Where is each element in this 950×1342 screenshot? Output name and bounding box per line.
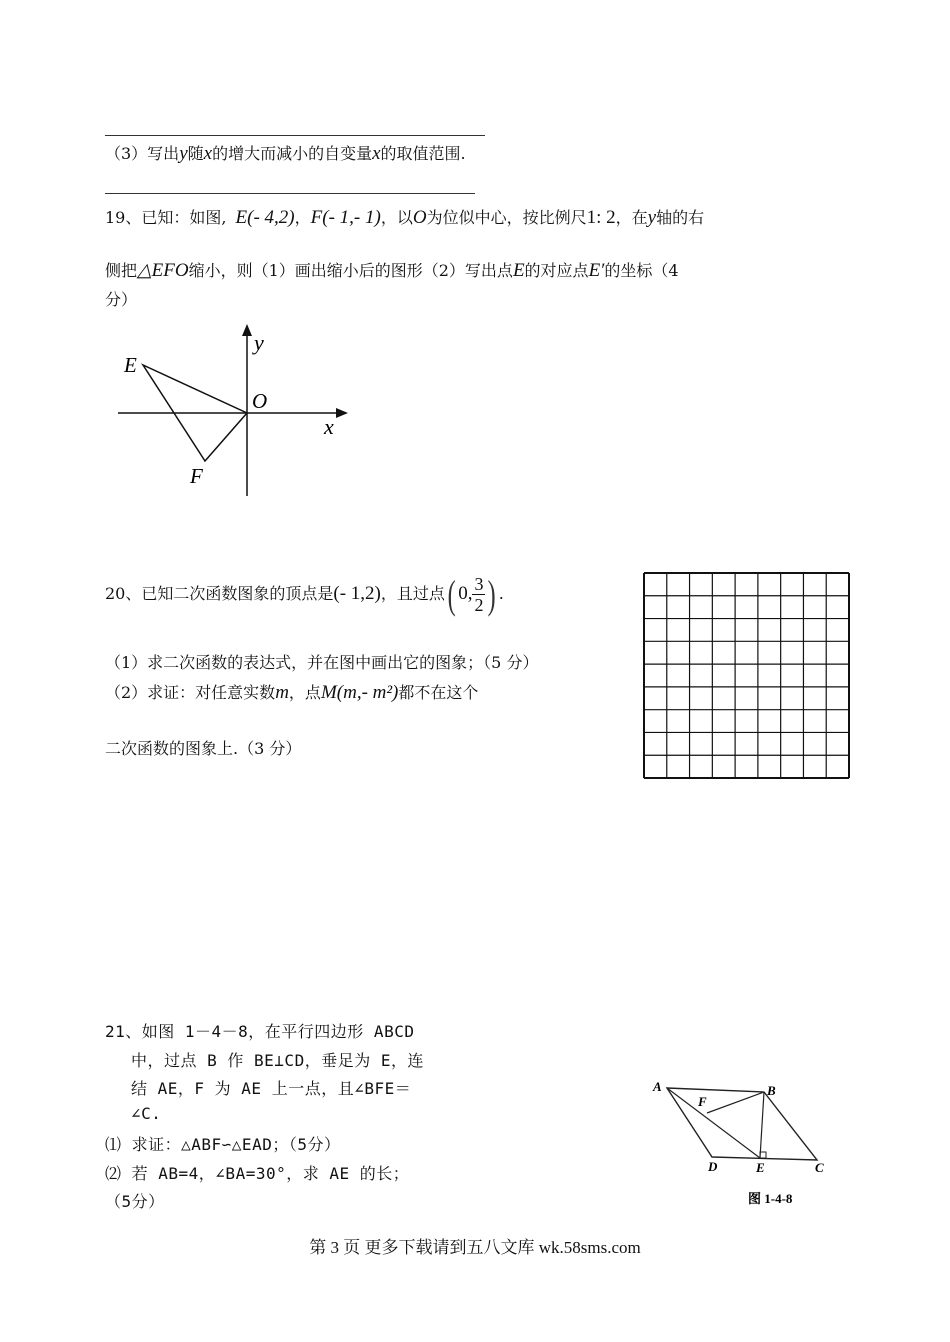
q20-frac-num: 3 bbox=[474, 574, 484, 594]
q19-line2-a: 侧把 bbox=[105, 261, 138, 280]
q18-text-a: （3）写出 bbox=[105, 144, 180, 163]
y-axis-arrow-icon bbox=[242, 324, 252, 336]
q19-triangle: △EFO bbox=[137, 260, 189, 281]
label-o: O bbox=[252, 389, 268, 413]
label-f: F bbox=[190, 464, 203, 488]
q20-text-a: ，且过点 bbox=[380, 584, 445, 603]
q20-point-x: 0, bbox=[458, 583, 473, 604]
q20-prefix: 20、已知二次函数图象的顶点是 bbox=[105, 584, 334, 603]
q18-text-b: 随 bbox=[187, 144, 204, 163]
q19-sep: ， bbox=[294, 208, 311, 227]
label-y: y bbox=[254, 330, 264, 355]
q20-grid bbox=[642, 571, 852, 781]
page-footer: 第 3 页 更多下载请到五八文库 wk.58sms.com bbox=[309, 1238, 641, 1257]
segment-bf bbox=[707, 1092, 764, 1113]
q20-part1: （1）求二次函数的表达式，并在图中画出它的图象；（5 分） bbox=[105, 653, 539, 672]
q19-text-c: ，在 bbox=[615, 208, 648, 227]
q19-line1 bbox=[105, 205, 704, 229]
q21-figure bbox=[650, 1075, 840, 1210]
q21-line3: 结 AE，F 为 AE 上一点，且∠BFE＝ bbox=[131, 1079, 412, 1098]
q21-line2: 中，过点 B 作 BE⊥CD，垂足为 E，连 bbox=[131, 1051, 424, 1070]
q18-text-d: 的取值范围. bbox=[380, 144, 466, 163]
q20-line1 bbox=[105, 572, 504, 632]
fig-label-f: F bbox=[698, 1094, 707, 1109]
q19-line2-d: 的坐标（4 bbox=[604, 261, 679, 280]
q19-line2-b: 缩小，则（1）画出缩小后的图形（2）写出点 bbox=[188, 261, 513, 280]
q20-part2-c: 都不在这个 bbox=[398, 683, 479, 702]
q20-frac-den: 2 bbox=[474, 595, 484, 615]
q20-part2-b: ，点 bbox=[288, 683, 321, 702]
q21-line1: 21、如图 1－4－8，在平行四边形 ABCD bbox=[105, 1022, 415, 1041]
q19-center: O bbox=[412, 207, 427, 228]
q18-text-c: 的增大而减小的自变量 bbox=[212, 144, 373, 163]
q19-point-label-e-prime: E′ bbox=[588, 260, 605, 281]
q20-part2-a: （2）求证：对任意实数 bbox=[105, 683, 276, 702]
q19-text-a: ，以 bbox=[380, 208, 413, 227]
q19-line2 bbox=[105, 258, 679, 282]
q21-part1: ⑴ 求证：△ABF∽△EAD；（5分） bbox=[105, 1135, 341, 1154]
separator-rule-middle bbox=[105, 193, 475, 194]
q19-axis-y: y bbox=[647, 207, 657, 228]
q20-part2-var: m bbox=[275, 682, 289, 703]
separator-rule-top bbox=[105, 135, 485, 136]
q19-figure bbox=[110, 320, 360, 500]
right-paren: ) bbox=[488, 571, 497, 617]
q18-part3 bbox=[105, 141, 466, 165]
label-x: x bbox=[324, 414, 334, 439]
left-paren: ( bbox=[447, 571, 456, 617]
fig-label-d: D bbox=[708, 1159, 718, 1174]
q19-prefix: 19、已知：如图, bbox=[105, 208, 227, 227]
fig-label-a: A bbox=[653, 1079, 662, 1094]
q20-part2-point: M(m,- m²) bbox=[320, 682, 399, 703]
q18-var-x2: x bbox=[372, 143, 381, 164]
q21-line4: ∠C. bbox=[131, 1104, 162, 1123]
q19-line3: 分） bbox=[105, 290, 138, 309]
q19-ratio: 1: 2 bbox=[586, 207, 616, 228]
segment-be bbox=[760, 1092, 764, 1158]
fig-caption: 图 1-4-8 bbox=[748, 1191, 793, 1206]
q20-vertex: (- 1,2) bbox=[333, 583, 381, 604]
q19-point-label-e: E bbox=[512, 260, 525, 281]
q19-text-d: 轴的右 bbox=[656, 208, 705, 227]
q20-part2 bbox=[105, 680, 478, 704]
q18-var-y: y bbox=[179, 143, 188, 164]
q18-var-x: x bbox=[203, 143, 213, 164]
fig-label-c: C bbox=[815, 1160, 824, 1175]
q20-end: . bbox=[498, 584, 504, 603]
x-axis-arrow-icon bbox=[336, 408, 348, 418]
q19-line2-c: 的对应点 bbox=[524, 261, 589, 280]
q21-part2-line2: （5分） bbox=[105, 1192, 165, 1211]
parallelogram-abcd bbox=[667, 1088, 817, 1160]
q19-text-b: 为位似中心，按比例尺 bbox=[426, 208, 587, 227]
label-e: E bbox=[124, 353, 137, 377]
fig-label-b: B bbox=[767, 1083, 776, 1098]
fig-label-e: E bbox=[756, 1160, 765, 1175]
q20-fraction bbox=[472, 574, 485, 615]
q20-part2-line2: 二次函数的图象上.（3 分） bbox=[105, 739, 302, 758]
q21-part2: ⑵ 若 AB=4，∠BA=30°，求 AE 的长； bbox=[105, 1164, 410, 1183]
q19-point-f: F(- 1,- 1) bbox=[310, 207, 381, 228]
q19-point-e: E(- 4,2) bbox=[235, 207, 295, 228]
